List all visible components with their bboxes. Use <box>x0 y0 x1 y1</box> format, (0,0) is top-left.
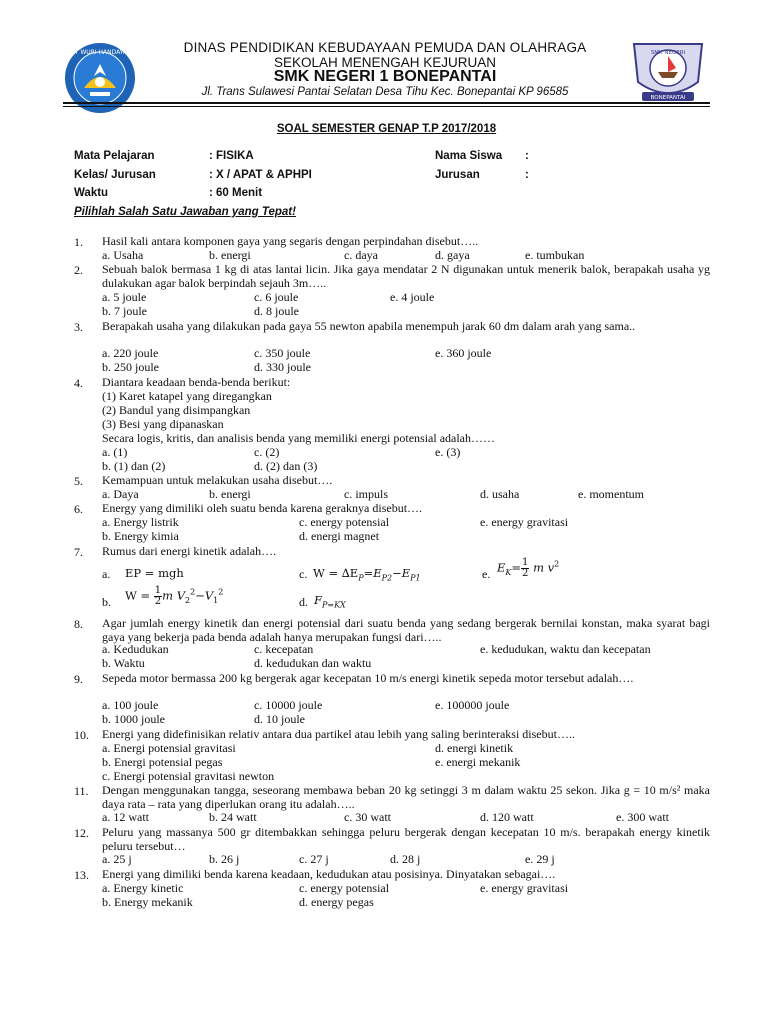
student-name-value: : <box>525 150 529 162</box>
option-c: c. 27 j <box>299 852 329 866</box>
question-text: Peluru yang massanya 500 gr ditembakkan sehingga peluru bergerak dengan kecepatan 10 m/s. berapakah energy kinetik peluru tersebut… <box>102 825 710 853</box>
student-name-label: Nama Siswa <box>435 150 503 162</box>
question-number: 9. <box>74 672 83 686</box>
question-number: 13. <box>74 868 89 882</box>
option-e: e. momentum <box>578 487 644 501</box>
question-number: 10. <box>74 728 89 742</box>
option-c: c. 30 watt <box>344 810 391 824</box>
instruction: Pilihlah Salah Satu Jawaban yang Tepat! <box>74 206 296 218</box>
exam-title <box>63 123 710 135</box>
statement-2: (2) Bandul yang disimpangkan <box>102 403 251 417</box>
class-label: Kelas/ Jurusan <box>74 169 156 181</box>
option-b-label: b. <box>102 595 111 609</box>
option-e: e. 300 watt <box>616 810 669 824</box>
option-b: b. Waktu <box>102 656 145 670</box>
option-d: d. energi kinetik <box>435 741 514 755</box>
option-b: b. (1) dan (2) <box>102 459 166 473</box>
question-number: 11. <box>74 784 89 798</box>
question-text: Energi yang dimiliki benda karena keadaan, kedudukan atau posisinya. Dinyatakan sebagai…. <box>102 867 556 881</box>
option-d: d. energy pegas <box>299 895 374 909</box>
option-d: d. 330 joule <box>254 360 311 374</box>
option-d: d. 8 joule <box>254 304 299 318</box>
option-b: b. energi <box>209 487 251 501</box>
option-a: a. 100 joule <box>102 698 159 712</box>
question-text: Rumus dari energi kinetik adalah…. <box>102 544 277 558</box>
question-text: Kemampuan untuk melakukan usaha disebut…. <box>102 473 333 487</box>
class-value: : X / APAT & APHPI <box>209 169 312 181</box>
logo-right-sub: BONEPANTAI <box>650 95 686 101</box>
smk-negeri-logo <box>628 38 708 106</box>
statement-3: (3) Besi yang dipanaskan <box>102 417 224 431</box>
question-number: 7. <box>74 545 83 559</box>
option-e: e. energy gravitasi <box>480 515 569 529</box>
logo-left-text: TUT WURI HANDAYANI <box>66 49 134 56</box>
question-text: Dengan menggunakan tangga, seseorang membawa beban 20 kg setinggi 3 m dalam waktu 25 sekon. Jika g = 10 m/s² maka daya rata – rata yang diperlukan orang itu adalah….. <box>102 783 710 811</box>
option-b: b. 24 watt <box>209 810 257 824</box>
question-number: 1. <box>74 235 83 249</box>
header-school-name: SMK NEGERI 1 BONEPANTAI <box>273 68 497 85</box>
option-e: e. 360 joule <box>435 346 492 360</box>
option-b: b. Energy kimia <box>102 529 179 543</box>
option-d: d. (2) dan (3) <box>254 459 318 473</box>
option-a: a. 220 joule <box>102 346 159 360</box>
option-a: a. Usaha <box>102 248 144 262</box>
option-b: b. 26 j <box>209 852 240 866</box>
option-b-formula: W = $\frac{1}{2}$ m $V_2^2-V_1^2$ <box>125 585 224 607</box>
option-e: e. tumbukan <box>525 248 585 262</box>
question-text: Sebuah balok bermasa 1 kg di atas lantai licin. Jika gaya mendatar 2 N digunakan untuk menerik balok, berapakah usaha yg dulakukan agar balok berpindah sejauh 3m….. <box>102 262 710 290</box>
question-number: 5. <box>74 474 83 488</box>
option-c: c. 10000 joule <box>254 698 323 712</box>
header-address: Jl. Trans Sulawesi Pantai Selatan Desa Tihu Kec. Bonepantai KP 96585 <box>201 86 569 98</box>
question-text: Diantara keadaan benda-benda berikut: <box>102 375 291 389</box>
major-label: Jurusan <box>435 169 480 181</box>
option-c: c. impuls <box>344 487 388 501</box>
option-d: d. 120 watt <box>480 810 534 824</box>
option-d: d. 28 j <box>390 852 421 866</box>
option-b: b. energi <box>209 248 251 262</box>
option-e: e. (3) <box>435 445 461 459</box>
option-c: c. energy potensial <box>299 881 390 895</box>
question-text: Agar jumlah energy kinetik dan energi potensial dari suatu benda yang sedang bergerak bernilai konstan, maka syarat bagi gaya yang bekerja pada benda adalah hanya merupakan fungsi dari….. <box>102 616 710 644</box>
option-c: c. 350 joule <box>254 346 311 360</box>
option-e-label: e. <box>482 567 491 581</box>
option-c: c. kecepatan <box>254 642 314 656</box>
question-text: Energy yang dimiliki oleh suatu benda karena geraknya disebut…. <box>102 501 423 515</box>
question-text-2: Secara logis, kritis, dan analisis benda yang memiliki energi potensial adalah…… <box>102 431 496 445</box>
option-a: a. Daya <box>102 487 139 501</box>
question-number: 8. <box>74 617 83 631</box>
option-a-label: a. <box>102 567 111 581</box>
question-text: Hasil kali antara komponen gaya yang segaris dengan perpindahan disebut….. <box>102 234 479 248</box>
option-c: c. energy potensial <box>299 515 390 529</box>
option-e-formula: $E_K=$ $\frac{1}{2}$ m $v^2$ <box>497 557 560 579</box>
header-school-level: SEKOLAH MENENGAH KEJURUAN <box>273 55 497 70</box>
option-d-formula: $F_{P=KX}$ <box>314 593 346 610</box>
logo-right-text: SMK NEGERI <box>650 50 686 56</box>
option-c: c. daya <box>344 248 378 262</box>
option-a: a. 25 j <box>102 852 132 866</box>
option-a: a. 12 watt <box>102 810 149 824</box>
statement-1: (1) Karet katapel yang diregangkan <box>102 389 272 403</box>
option-e: e. 100000 joule <box>435 698 510 712</box>
option-c-formula: $W = \Delta E_P=E_{P2}-E_{P1}$ <box>313 566 421 583</box>
option-a: a. Energy listrik <box>102 515 179 529</box>
time-label: Waktu <box>74 187 109 199</box>
question-number: 2. <box>74 263 83 277</box>
time-value: : 60 Menit <box>209 187 263 199</box>
option-b: b. Energy mekanik <box>102 895 193 909</box>
question-number: 6. <box>74 502 83 516</box>
option-c-label: c. <box>299 567 308 581</box>
option-a: a. Energi potensial gravitasi <box>102 741 236 755</box>
header-rule-thin <box>63 106 710 107</box>
question-text: Berapakah usaha yang dilakukan pada gaya 55 newton apabila menempuh jarak 60 dm dalam arah yang sama.. <box>102 319 636 333</box>
question-number: 12. <box>74 826 89 840</box>
option-e: e. energy gravitasi <box>480 881 569 895</box>
subject-value: : FISIKA <box>209 150 254 162</box>
option-d: d. gaya <box>435 248 470 262</box>
option-a: a. (1) <box>102 445 128 459</box>
option-a: a. 5 joule <box>102 290 147 304</box>
option-a: a. Energy kinetic <box>102 881 184 895</box>
option-a: a. Kedudukan <box>102 642 169 656</box>
option-d: d. 10 joule <box>254 712 305 726</box>
question-text: Sepeda motor bermassa 200 kg bergerak agar kecepatan 10 m/s energi kinetik sepeda motor tersebut adalah…. <box>102 671 634 685</box>
major-value: : <box>525 169 529 181</box>
option-b: b. 1000 joule <box>102 712 165 726</box>
option-d: d. kedudukan dan waktu <box>254 656 372 670</box>
subject-label: Mata Pelajaran <box>74 150 155 162</box>
question-text: Energi yang didefinisikan relativ antara dua partikel atau lebih yang saling berinteraksi disebut….. <box>102 727 575 741</box>
option-e: e. kedudukan, waktu dan kecepatan <box>480 642 651 656</box>
option-c: c. (2) <box>254 445 280 459</box>
option-b: b. 250 joule <box>102 360 159 374</box>
option-c: c. Energi potensial gravitasi newton <box>102 769 275 783</box>
option-c: c. 6 joule <box>254 290 299 304</box>
option-a-formula: EP = mgh <box>125 566 184 580</box>
question-number: 4. <box>74 376 83 390</box>
option-d: d. usaha <box>480 487 520 501</box>
option-d-label: d. <box>299 595 308 609</box>
option-e: e. 29 j <box>525 852 555 866</box>
option-e: e. energi mekanik <box>435 755 521 769</box>
header-rule-thick <box>63 102 710 104</box>
question-number: 3. <box>74 320 83 334</box>
option-d: d. energi magnet <box>299 529 380 543</box>
option-b: b. 7 joule <box>102 304 147 318</box>
header-agency: DINAS PENDIDIKAN KEBUDAYAAN PEMUDA DAN OLAHRAGA <box>183 40 587 55</box>
option-b: b. Energi potensial pegas <box>102 755 223 769</box>
exam-title-text: SOAL SEMESTER GENAP T.P 2017/2018 <box>276 123 497 135</box>
option-e: e. 4 joule <box>390 290 435 304</box>
